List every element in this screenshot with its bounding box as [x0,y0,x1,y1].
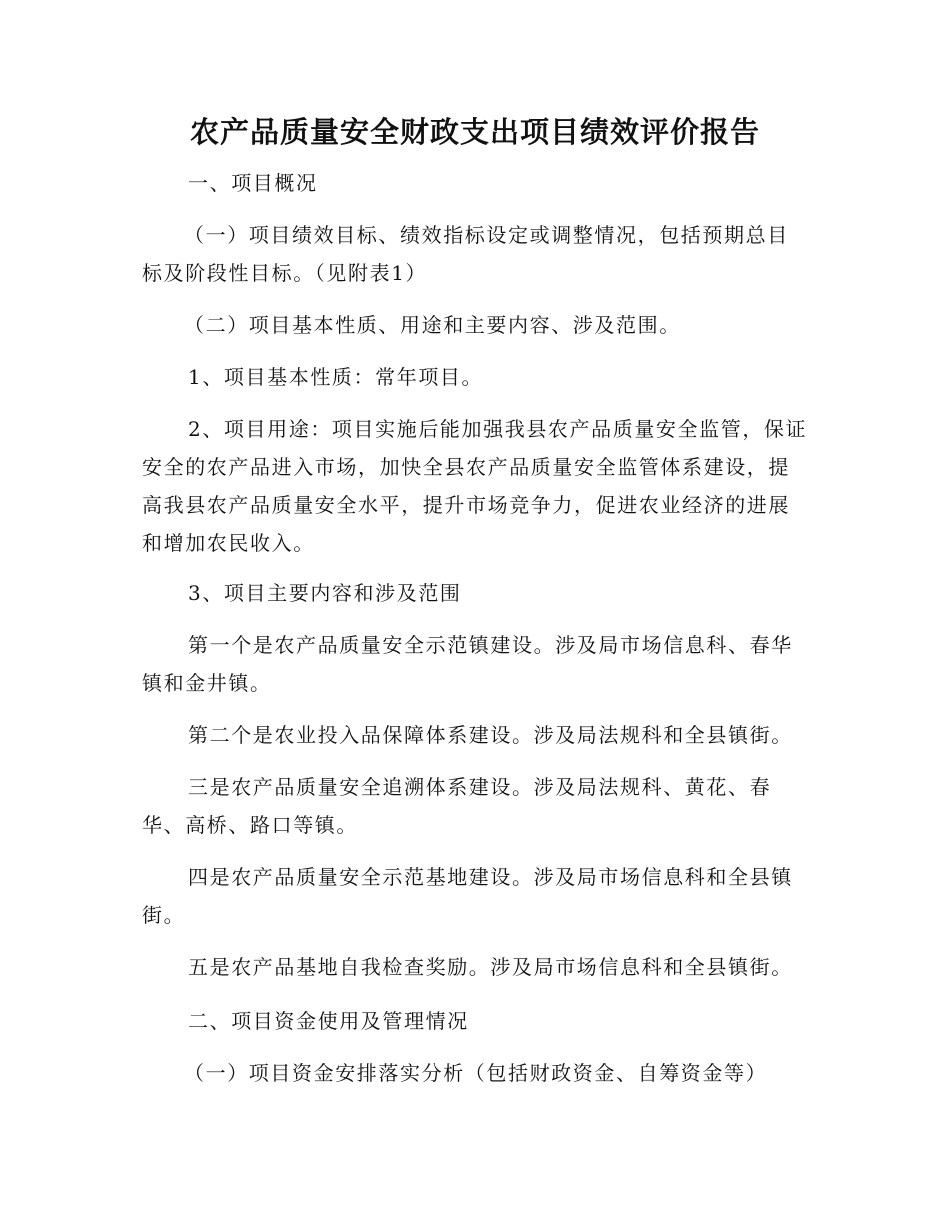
paragraph-item-1: 1、项目基本性质：常年项目。 [188,365,484,389]
paragraph-content-3: 三是农产品质量安全追溯体系建设。涉及局法规科、黄花、春华、高桥、路口等镇。 [142,775,772,837]
paragraph-performance-goals: （一）项目绩效目标、绩效指标设定或调整情况，包括预期总目标及阶段性目标。（见附表1） [142,223,789,285]
paragraph-item-2: 2、项目用途：项目实施后能加强我县农产品质量安全监管，保证安全的农产品进入市场，加快全县农产品质量安全监管体系建设，提高我县农产品质量安全水平，提升市场竞争力，促进农业经济的进展和增加农民收入。 [142,417,808,555]
paragraph-content-5: 五是农产品基地自我检查奖励。涉及局市场信息科和全县镇街。 [188,955,793,979]
paragraph-content-1: 第一个是农产品质量安全示范镇建设。涉及局市场信息科、春华镇和金井镇。 [142,633,793,695]
paragraph-content-4: 四是农产品质量安全示范基地建设。涉及局市场信息科和全县镇街。 [142,865,793,927]
document-title: 农产品质量安全财政支出项目绩效评价报告 [189,115,760,149]
section-heading-project-overview: 一、项目概况 [188,171,318,195]
paragraph-funds-arrangement: （一）项目资金安排落实分析（包括财政资金、自筹资金等） [184,1061,768,1085]
paragraph-project-nature: （二）项目基本性质、用途和主要内容、涉及范围。 [184,313,681,337]
paragraph-content-2: 第二个是农业投入品保障体系建设。涉及局法规科和全县镇街。 [188,723,793,747]
paragraph-item-3: 3、项目主要内容和涉及范围 [188,581,462,605]
section-heading-funds: 二、项目资金使用及管理情况 [188,1009,469,1033]
